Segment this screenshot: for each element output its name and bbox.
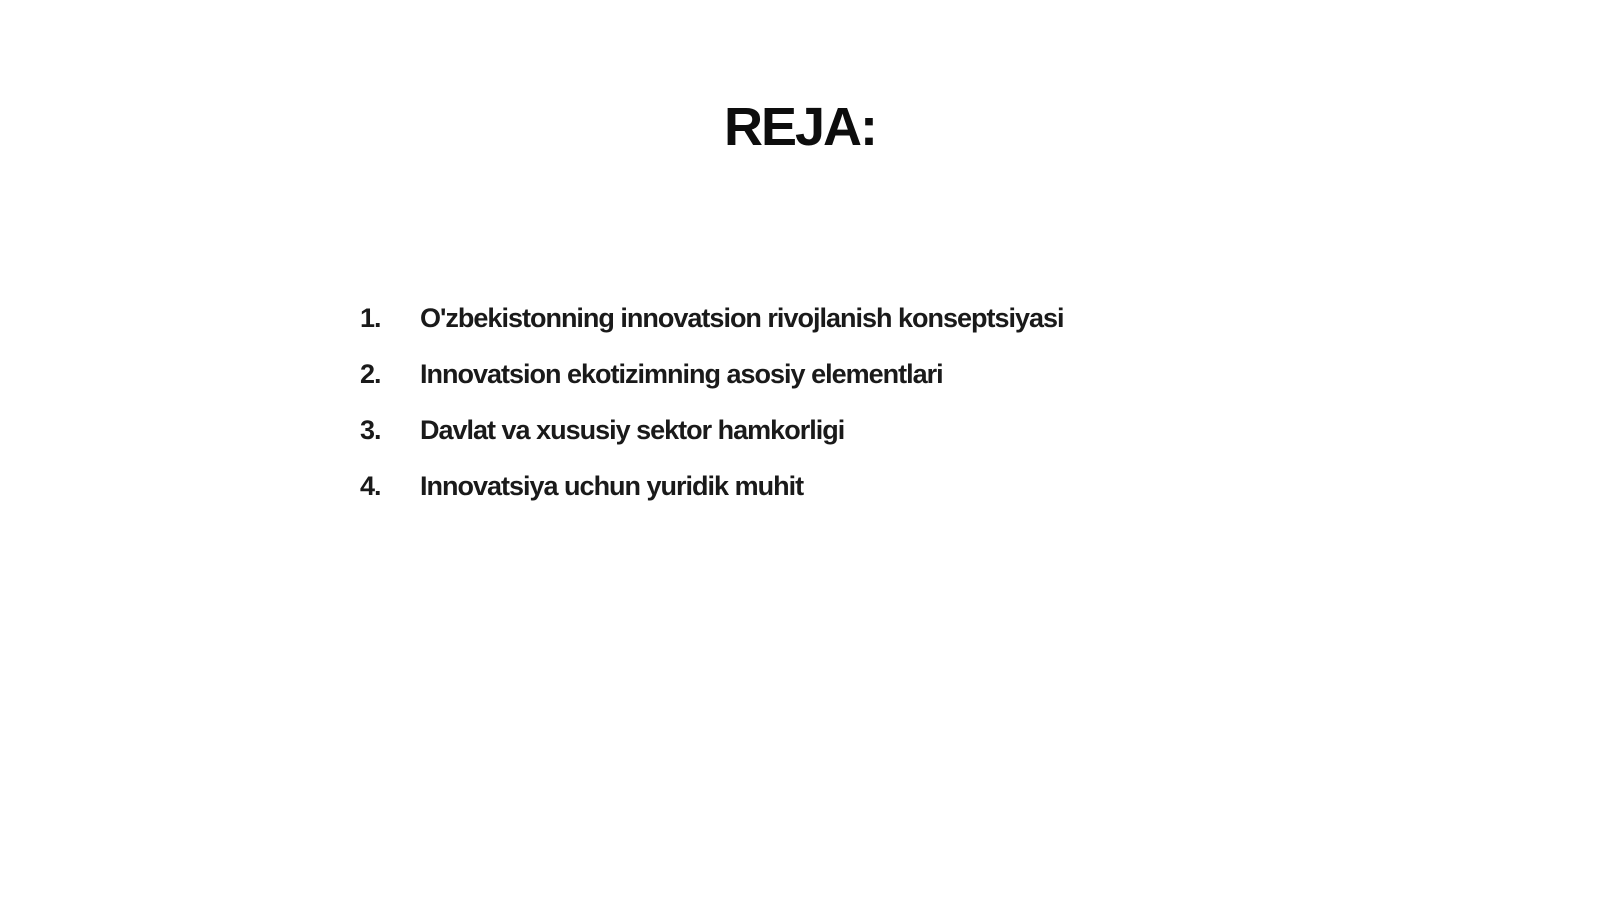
slide-title: REJA: — [723, 97, 877, 157]
plan-list — [360, 290, 1064, 514]
list-item-number: 2. — [360, 358, 381, 389]
list-item-number: 1. — [360, 302, 381, 333]
list-item — [360, 402, 1064, 458]
list-item-text: O'zbekistonning innovatsion rivojlanish konseptsiyasi — [420, 302, 1064, 333]
list-item — [360, 290, 1064, 346]
list-item-number: 3. — [360, 414, 381, 445]
list-item — [360, 458, 1064, 514]
list-item — [360, 346, 1064, 402]
list-item-text: Innovatsion ekotizimning asosiy elementlari — [420, 358, 943, 389]
list-item-text: Davlat va xususiy sektor hamkorligi — [420, 414, 845, 445]
list-item-number: 4. — [360, 470, 381, 501]
list-item-text: Innovatsiya uchun yuridik muhit — [420, 470, 804, 501]
